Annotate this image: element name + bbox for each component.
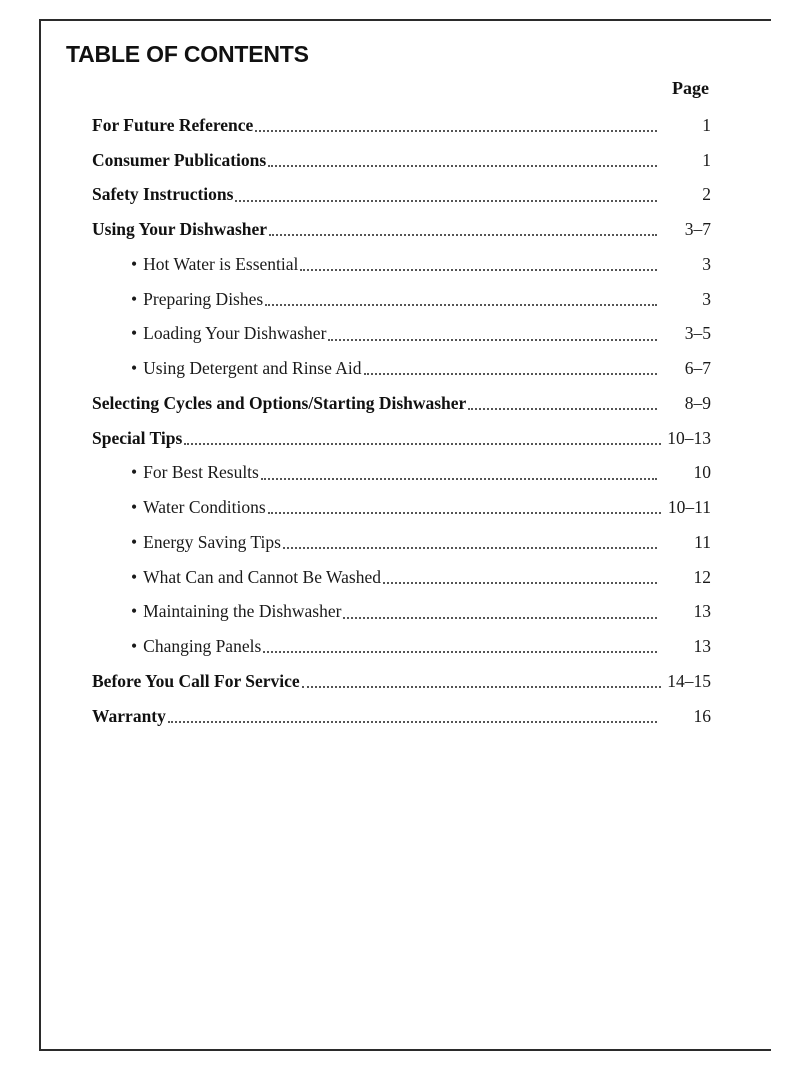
toc-entry-label: Loading Your Dishwasher: [143, 323, 327, 344]
toc-entry-page: 13: [693, 601, 711, 622]
dot-leader: [302, 669, 661, 689]
dot-leader: [300, 252, 657, 272]
bullet-icon: •: [131, 462, 138, 483]
toc-entry-label: Maintaining the Dishwasher: [143, 601, 342, 622]
toc-entry-page: 3: [702, 288, 711, 309]
toc-entry[interactable]: [92, 178, 711, 213]
toc-entry-label: Selecting Cycles and Options/Starting Dishwasher: [92, 392, 467, 413]
toc-entry[interactable]: [92, 386, 711, 421]
toc-subentry[interactable]: [92, 525, 711, 560]
toc-entry-page: 16: [693, 705, 711, 726]
dot-leader: [383, 564, 657, 584]
page-column-header: Page: [672, 78, 709, 98]
bullet-icon: •: [131, 601, 138, 622]
dot-leader: [343, 599, 657, 619]
toc-entry-page: 2: [702, 184, 711, 205]
toc-entry-label: Using Detergent and Rinse Aid: [143, 358, 362, 379]
toc-entry-page: 10–13: [667, 427, 711, 448]
bullet-icon: •: [131, 566, 138, 587]
toc-entry-page: 13: [693, 636, 711, 657]
toc-entry-page: 14–15: [667, 670, 711, 691]
dot-leader: [269, 217, 657, 237]
bullet-icon: •: [131, 253, 138, 274]
bullet-icon: •: [131, 323, 138, 344]
toc-entry[interactable]: [92, 664, 711, 699]
toc-entry-label: Special Tips: [92, 427, 183, 448]
bullet-icon: •: [131, 531, 138, 552]
toc-subentry[interactable]: [92, 282, 711, 317]
toc-list: [92, 108, 711, 734]
toc-entry-label: Using Your Dishwasher: [92, 219, 268, 240]
toc-subentry[interactable]: [92, 456, 711, 491]
bullet-icon: •: [131, 358, 138, 379]
toc-entry-page: 6–7: [684, 358, 711, 379]
toc-subentry[interactable]: [92, 490, 711, 525]
toc-entry-page: 12: [693, 566, 711, 587]
page-title: TABLE OF CONTENTS: [66, 41, 309, 67]
dot-leader: [261, 460, 657, 480]
toc-entry-page: 11: [694, 531, 711, 552]
dot-leader: [268, 147, 657, 167]
bullet-icon: •: [131, 497, 138, 518]
dot-leader: [328, 321, 657, 341]
toc-entry-label: For Best Results: [143, 462, 259, 483]
toc-entry-label: Hot Water is Essential: [143, 253, 299, 274]
toc-entry[interactable]: [92, 143, 711, 178]
toc-entry[interactable]: [92, 421, 711, 456]
toc-subentry[interactable]: [92, 351, 711, 386]
toc-subentry[interactable]: [92, 317, 711, 352]
toc-entry-page: 3–7: [684, 219, 711, 240]
toc-entry-page: 10: [693, 462, 711, 483]
dot-leader: [263, 634, 657, 654]
toc-entry-label: Warranty: [92, 705, 166, 726]
toc-entry-label: Preparing Dishes: [143, 288, 264, 309]
dot-leader: [235, 182, 657, 202]
toc-entry-page: 3: [702, 253, 711, 274]
toc-entry-label: For Future Reference: [92, 114, 254, 135]
dot-leader: [168, 703, 657, 723]
toc-entry[interactable]: [92, 699, 711, 734]
dot-leader: [265, 286, 657, 306]
toc-entry-page: 10–11: [667, 497, 711, 518]
toc-subentry[interactable]: [92, 629, 711, 664]
toc-subentry[interactable]: [92, 560, 711, 595]
dot-leader: [364, 356, 657, 376]
toc-entry-page: 1: [702, 114, 711, 135]
toc-entry-label: Energy Saving Tips: [143, 531, 281, 552]
toc-subentry[interactable]: [92, 595, 711, 630]
toc-entry[interactable]: [92, 212, 711, 247]
toc-entry-page: 3–5: [684, 323, 711, 344]
toc-entry-page: 1: [702, 149, 711, 170]
toc-entry-label: What Can and Cannot Be Washed: [143, 566, 382, 587]
bullet-icon: •: [131, 636, 138, 657]
dot-leader: [255, 113, 657, 133]
toc-entry-label: Water Conditions: [143, 497, 266, 518]
dot-leader: [184, 425, 661, 445]
toc-entry[interactable]: [92, 108, 711, 143]
dot-leader: [468, 391, 657, 411]
dot-leader: [268, 495, 661, 515]
toc-entry-page: 8–9: [684, 392, 711, 413]
bullet-icon: •: [131, 288, 138, 309]
toc-entry-label: Safety Instructions: [92, 184, 234, 205]
dot-leader: [283, 530, 657, 550]
toc-subentry[interactable]: [92, 247, 711, 282]
toc-entry-label: Before You Call For Service: [92, 670, 300, 691]
toc-entry-label: Changing Panels: [143, 636, 262, 657]
toc-entry-label: Consumer Publications: [92, 149, 267, 170]
